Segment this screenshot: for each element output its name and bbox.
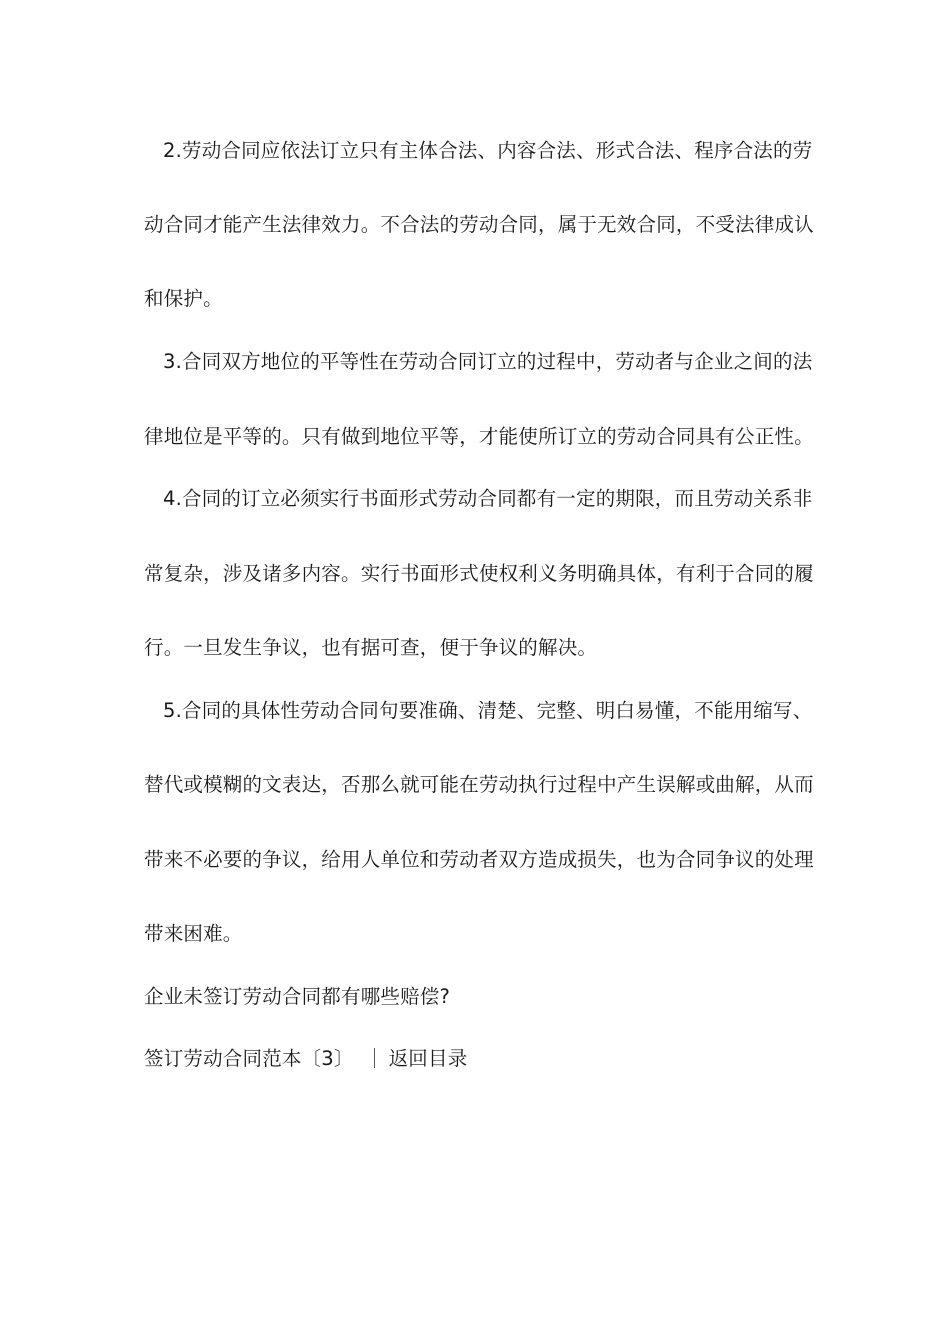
paragraph-3-line-1: 3.合同双方地位的平等性在劳动合同订立的过程中，劳动者与企业之间的法 <box>163 350 813 373</box>
sample-contract-link[interactable]: 签订劳动合同范本〔3〕 <box>144 1047 354 1070</box>
paragraph-5-line-1: 5.合同的具体性劳动合同句要准确、清楚、完整、明白易懂，不能用缩写、 <box>163 699 813 722</box>
footer-nav <box>144 1047 804 1071</box>
paragraph-2-line-2: 动合同才能产生法律效力。不合法的劳动合同，属于无效合同，不受法律成认 <box>144 213 814 236</box>
paragraph-3-line-2: 律地位是平等的。只有做到地位平等，才能使所订立的劳动合同具有公正性。 <box>144 425 814 448</box>
back-to-contents-link[interactable]: 返回目录 <box>388 1047 468 1070</box>
paragraph-5-line-2: 替代或模糊的文表达，否那么就可能在劳动执行过程中产生误解或曲解，从而 <box>144 773 814 796</box>
paragraph-5-line-4: 带来困难。 <box>144 922 243 945</box>
paragraph-5-line-3: 带来不必要的争议，给用人单位和劳动者双方造成损失，也为合同争议的处理 <box>144 848 814 871</box>
nav-separator <box>374 1048 375 1068</box>
related-question-link[interactable]: 企业未签订劳动合同都有哪些赔偿? <box>144 985 451 1008</box>
paragraph-4-line-3: 行。一旦发生争议，也有据可查，便于争议的解决。 <box>144 636 598 659</box>
paragraph-2-line-1: 2.劳动合同应依法订立只有主体合法、内容合法、形式合法、程序合法的劳 <box>163 139 813 162</box>
paragraph-2-line-3: 和保护。 <box>144 287 223 310</box>
paragraph-4-line-2: 常复杂，涉及诸多内容。实行书面形式使权利义务明确具体，有利于合同的履 <box>144 562 814 585</box>
paragraph-4-line-1: 4.合同的订立必须实行书面形式劳动合同都有一定的期限，而且劳动关系非 <box>163 487 813 510</box>
